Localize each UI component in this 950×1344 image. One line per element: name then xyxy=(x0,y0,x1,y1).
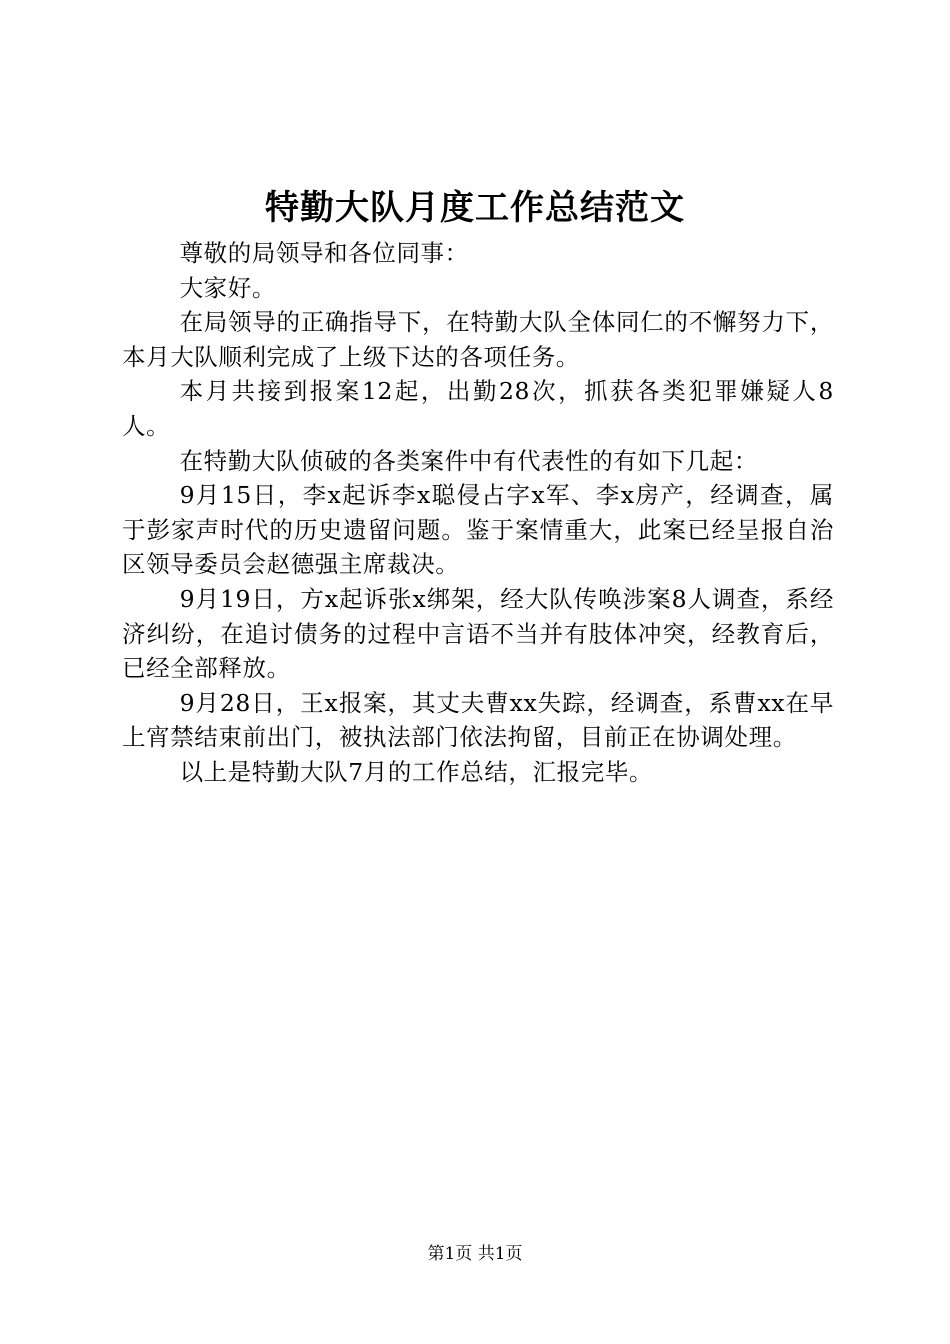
case-paragraph-sep15: 9月15日，李x起诉李x聪侵占字x军、李x房产，经调查，属于彭家声时代的历史遗留问题。鉴于案情重大，此案已经呈报自治区领导委员会赵德强主席裁决。 xyxy=(122,481,834,579)
greeting-paragraph: 大家好。 xyxy=(179,273,276,302)
document-title: 特勤大队月度工作总结范文 xyxy=(265,188,685,228)
statistics-paragraph: 本月共接到报案12起，出勤28次，抓获各类犯罪嫌疑人8人。 xyxy=(122,377,834,440)
intro-paragraph: 在局领导的正确指导下，在特勤大队全体同仁的不懈努力下，本月大队顺利完成了上级下达的各项任务。 xyxy=(122,308,834,371)
closing-paragraph: 以上是特勤大队7月的工作总结，汇报完毕。 xyxy=(179,757,654,786)
page-number-footer: 第1页 共1页 xyxy=(427,1244,523,1264)
case-paragraph-sep28: 9月28日，王x报案，其丈夫曹xx失踪，经调查，系曹xx在早上宵禁结束前出门，被执法部门依法拘留，目前正在协调处理。 xyxy=(122,688,834,752)
document-body xyxy=(122,236,834,790)
cases-intro-paragraph: 在特勤大队侦破的各类案件中有代表性的有如下几起： xyxy=(179,446,758,475)
salutation-paragraph: 尊敬的局领导和各位同事： xyxy=(179,239,469,267)
case-paragraph-sep19: 9月19日，方x起诉张x绑架，经大队传唤涉案8人调查，系经济纠纷，在追讨债务的过程中言语不当并有肢体冲突，经教育后，已经全部释放。 xyxy=(122,584,834,683)
